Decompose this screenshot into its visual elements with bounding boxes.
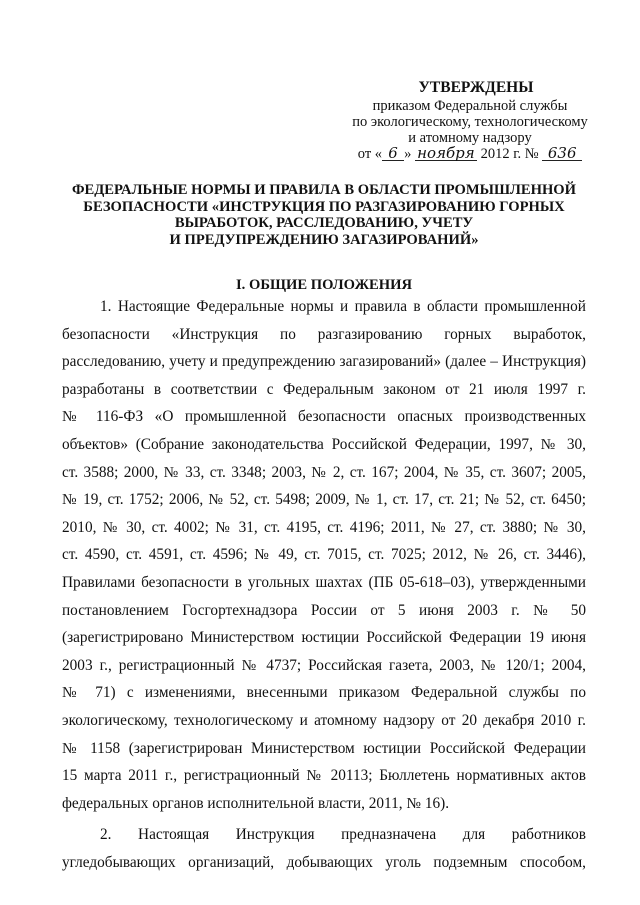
handwritten-day: 6 [382, 146, 404, 161]
document-title [62, 182, 586, 248]
title-line-4: И ПРЕДУПРЕЖДЕНИЮ ЗАГАЗИРОВАНИЙ» [169, 231, 479, 248]
text-line: постановлением Госгортехнадзора России от 5 июня 2003 г. № 50 [62, 601, 586, 619]
text-line: № 116-ФЗ «О промышленной безопасности опасных производственных [62, 408, 586, 426]
document-body [62, 293, 586, 876]
paragraph-1 [62, 293, 586, 817]
text-line: Правилами безопасности в угольных шахтах (ПБ 05-618–03), утвержденными [62, 573, 586, 591]
text-line: 1. Настоящие Федеральные нормы и правила в области промышленной [100, 298, 586, 315]
text-line: расследованию, учету и предупреждению загазирований» (далее – Инструкция) [62, 353, 586, 371]
handwritten-month: ноября [415, 146, 477, 161]
text-line: безопасности «Инструкция по разгазированию горных выработок, [62, 325, 586, 343]
title-line-2: БЕЗОПАСНОСТИ «ИНСТРУКЦИЯ ПО РАЗГАЗИРОВАНИЮ ГОРНЫХ [83, 198, 565, 215]
handwritten-order-number: 636 [542, 146, 582, 161]
approval-line-3: и атомному надзору [408, 130, 532, 146]
text-line: ст. 4590, ст. 4591, ст. 4596; № 49, ст. 7015, ст. 7025; 2012, № 26, ст. 3446), [62, 546, 586, 564]
title-line-3: ВЫРАБОТОК, РАССЛЕДОВАНИЮ, УЧЕТУ [174, 215, 474, 231]
text-line: ст. 3588; 2000, № 33, ст. 3348; 2003, № 2, ст. 167; 2004, № 35, ст. 3607; 2005, [62, 463, 586, 481]
approval-heading: УТВЕРЖДЕНЫ [418, 79, 534, 96]
text-line: № 1158 (зарегистрирован Министерством юстиции Российской Федерации [62, 739, 586, 757]
text-line: экологическому, технологическому и атомному надзору от 20 декабря 2010 г. [62, 711, 586, 729]
text-line: федеральных органов исполнительной власти, 2011, № 16). [62, 794, 450, 812]
approval-stamp [340, 80, 600, 162]
approval-line-2: по экологическому, технологическому [352, 114, 588, 130]
text-line: № 71) с изменениями, внесенными приказом Федеральной службы по [62, 684, 586, 702]
text-line: 2010, № 30, ст. 4002; № 31, ст. 4195, ст. 4196; 2011, № 27, ст. 3880; № 30, [62, 518, 586, 536]
date-year: 2012 г. № [480, 146, 539, 162]
text-line: объектов» (Собрание законодательства Российской Федерации, 1997, № 30, [62, 435, 586, 453]
text-line: 2003 г., регистрационный № 4737; Российская газета, 2003, № 120/1; 2004, [62, 656, 586, 674]
text-line: разработаны в соответствии с Федеральным законом от 21 июля 1997 г. [62, 380, 586, 398]
approval-line-1: приказом Федеральной службы [372, 98, 568, 114]
paragraph-2 [62, 821, 586, 876]
text-line: № 19, ст. 1752; 2006, № 52, ст. 5498; 2009, № 1, ст. 17, ст. 21; № 52, ст. 6450; [62, 491, 586, 509]
date-mid: » [404, 146, 412, 162]
approval-date-line [340, 146, 600, 162]
text-line: 2. Настоящая Инструкция предназначена для работников [100, 826, 586, 844]
section-heading: I. ОБЩИЕ ПОЛОЖЕНИЯ [236, 277, 412, 293]
date-prefix: от « [357, 146, 383, 162]
text-line: угледобывающих организаций, добывающих уголь подземным способом, [62, 853, 586, 871]
text-line: (зарегистрировано Министерством юстиции Российской Федерации 19 июня [62, 629, 586, 647]
text-line: 15 марта 2011 г., регистрационный № 20113; Бюллетень нормативных актов [62, 767, 586, 785]
title-line-1: ФЕДЕРАЛЬНЫЕ НОРМЫ И ПРАВИЛА В ОБЛАСТИ ПРОМЫШЛЕННОЙ [71, 182, 577, 198]
